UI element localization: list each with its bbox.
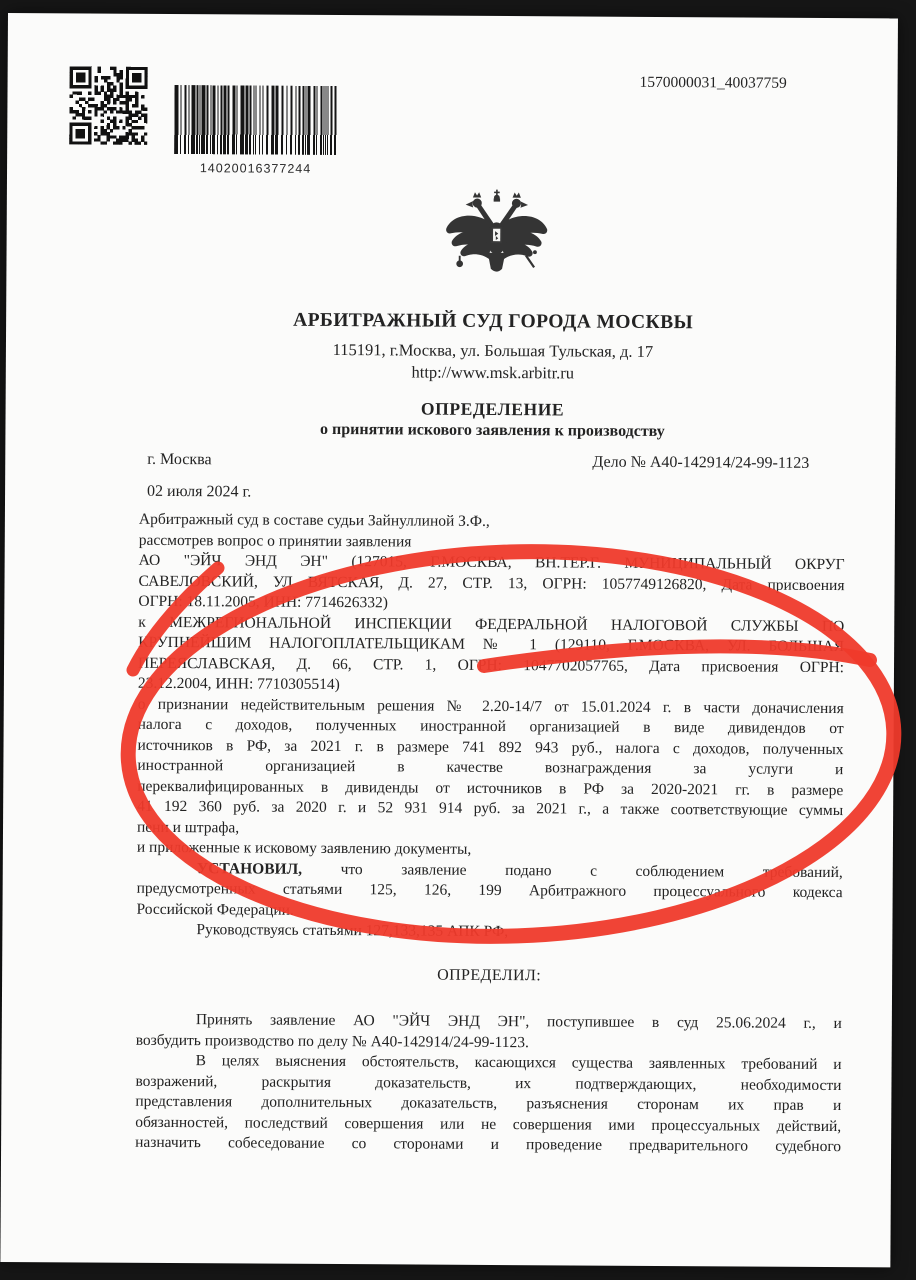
qr-code bbox=[69, 66, 147, 144]
document-title: ОПРЕДЕЛЕНИЕ bbox=[420, 398, 565, 420]
court-website: http://www.msk.arbitr.ru bbox=[411, 362, 575, 383]
document-text-line: САВЕЛОВСКИЙ, УЛ ВЯТСКАЯ, Д. 27, СТР. 13, ОГРН: 1057749126820, Дата присвоения bbox=[138, 572, 845, 594]
case-number: Дело № А40-142914/24-99-1123 bbox=[592, 453, 810, 472]
document-text-line: возбудить производство по делу № А40-142914/24-99-1123. bbox=[135, 1031, 529, 1051]
document-text-line: налога с доходов, полученных иностранной организацией в виде дивидендов от bbox=[137, 715, 844, 738]
document-text-line: назначить собеседование со сторонами и проведение предварительного судебного bbox=[135, 1133, 842, 1156]
document-text-line: Руководствуясь статьями 127,133,135 АПК РФ, bbox=[196, 921, 509, 941]
document-text-line: обязанностей, последствий совершения или не совершения ими процессуальных действий, bbox=[135, 1113, 842, 1135]
document-text-line: ПЕРЕЯСЛАВСКАЯ, Д. 66, СТР. 1, ОГРН: 1047702057765, Дата присвоения ОГРН: bbox=[137, 654, 845, 676]
document-text-line: предусмотренных статьями 125, 126, 199 Арбитражного процессуального кодекса bbox=[136, 879, 843, 902]
document-body bbox=[136, 510, 845, 945]
document-date: 02 июля 2024 г. bbox=[147, 482, 252, 501]
coat-of-arms-icon bbox=[440, 187, 553, 294]
document-text-line: к МЕЖРЕГИОНАЛЬНОЙ ИНСПЕКЦИИ ФЕДЕРАЛЬНОЙ НАЛОГОВОЙ СЛУЖБЫ ПО bbox=[138, 613, 845, 635]
court-address: 115191, г.Москва, ул. Большая Тульская, д. 17 bbox=[332, 339, 654, 361]
document-text-line: представления дополнительных доказательств, разъяснения сторонам их прав и bbox=[135, 1092, 842, 1115]
document-text-line: 23.12.2004, ИНН: 7710305514) bbox=[137, 674, 340, 694]
document-text-line: ОГРН: 18.11.2005, ИНН: 7714626332) bbox=[138, 592, 388, 612]
document-text-line: возражений, раскрытия доказательств, их подтверждающих, необходимости bbox=[135, 1072, 842, 1094]
document-text-line: В целях выяснения обстоятельств, касающихся существа заявленных требований и bbox=[195, 1052, 842, 1074]
barcode-digits: 14020016377244 bbox=[199, 161, 312, 176]
document-text-line: о признании недействительным решения № 2.20-14/7 от 15.01.2024 г. в части доначисления bbox=[137, 695, 844, 717]
document-resolution bbox=[135, 1010, 842, 1158]
document-subtitle: о принятии искового заявления к производству bbox=[320, 420, 665, 441]
document-text-line: пени и штрафа, bbox=[136, 818, 240, 836]
document-text-line: Российской Федерации. bbox=[136, 900, 294, 919]
document-id: 1570000031_40037759 bbox=[639, 73, 787, 92]
document-text-line: УСТАНОВИЛ, что заявление подано с соблюдением требований, bbox=[196, 859, 843, 881]
document-text-line: источников в РФ, за 2021 г. в размере 741 892 943 руб., налога с доходов, полученных bbox=[137, 736, 844, 758]
document-text-line: КРУПНЕЙШИМ НАЛОГОПЛАТЕЛЬЩИКАМ № 1 (129110, Г.МОСКВА, УЛ. БОЛЬШАЯ bbox=[138, 633, 845, 656]
determined-heading: ОПРЕДЕЛИЛ: bbox=[437, 966, 542, 985]
court-name: АРБИТРАЖНЫЙ СУД ГОРОДА МОСКВЫ bbox=[293, 309, 694, 334]
document-text-line: 41 192 360 руб. за 2020 г. и 52 931 914 руб. за 2021 г., а также соответствующие суммы bbox=[137, 797, 844, 820]
document-text-line: рассмотрев вопрос о принятии заявления bbox=[138, 531, 412, 550]
barcode bbox=[174, 85, 338, 176]
document-page bbox=[0, 13, 898, 1267]
case-info-row bbox=[147, 451, 809, 473]
document-text-line: АО "ЭЙЧ ЭНД ЭН" (127015, Г.МОСКВА, ВН.ТЕР.Г. МУНИЦИПАЛЬНЫЙ ОКРУГ bbox=[138, 551, 845, 574]
document-text-line: иностранной организацией в качестве вознаграждения за услуги и bbox=[137, 756, 844, 779]
document-text-line: Арбитражный суд в составе судьи Зайнуллиной З.Ф., bbox=[138, 510, 490, 530]
city-label: г. Москва bbox=[147, 450, 212, 469]
document-text-line: и приложенные к исковому заявлению документы, bbox=[136, 838, 472, 858]
document-text-line: переквалифицированных в дивиденды от источников в РФ за 2020-2021 гг. в размере bbox=[137, 777, 844, 799]
document-text-line: Принять заявление АО "ЭЙЧ ЭНД ЭН", поступившее в суд 25.06.2024 г., и bbox=[195, 1011, 842, 1033]
barcode-image bbox=[174, 85, 337, 155]
